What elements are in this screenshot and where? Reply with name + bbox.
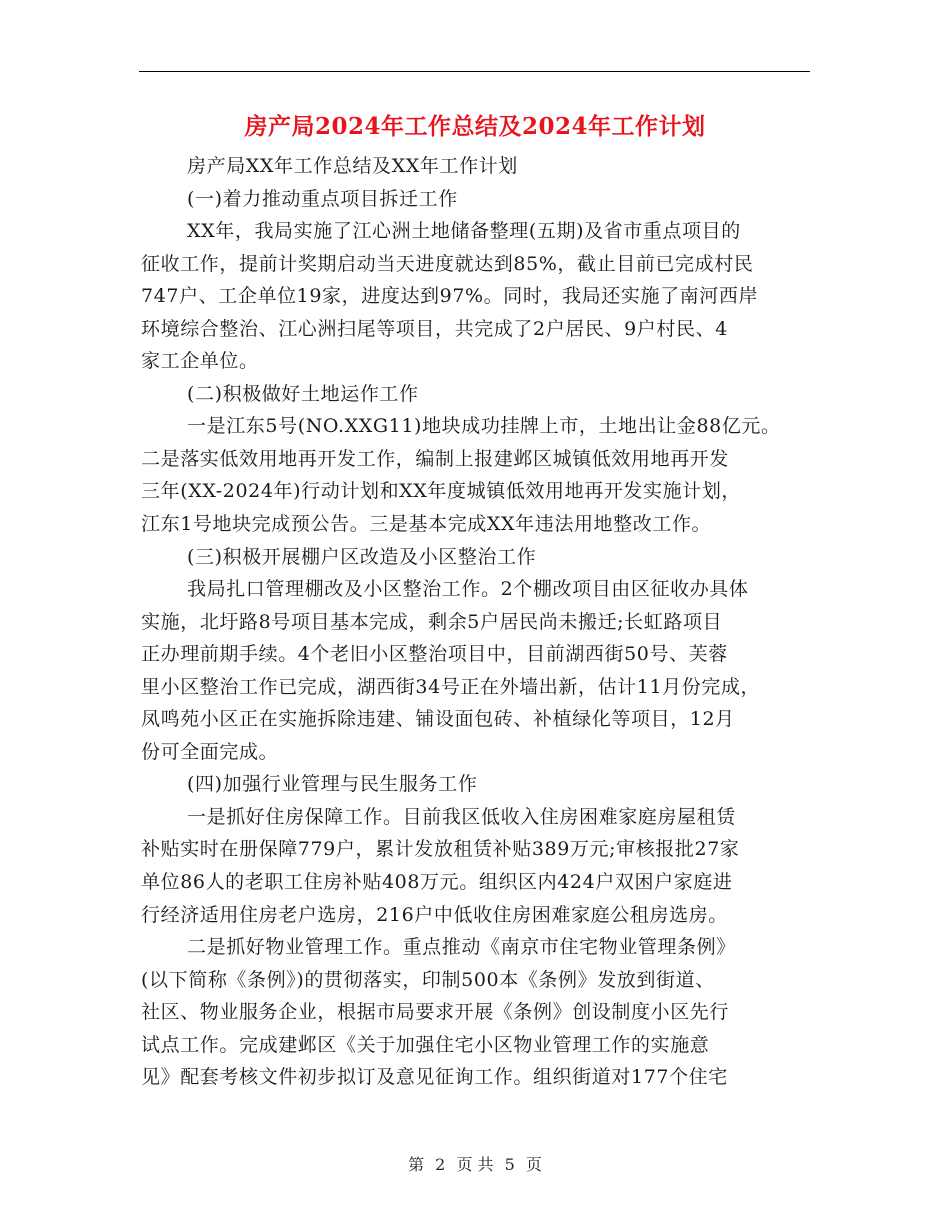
body-line: 一是抓好住房保障工作。目前我区低收入住房困难家庭房屋租赁 — [187, 805, 736, 828]
body-line: 房产局XX年工作总结及XX年工作计划 — [187, 155, 518, 177]
footer-page-prefix: 第 — [408, 1155, 425, 1174]
body-line: 里小区整治工作已完成，湖西街34号正在外墙出新，估计11月份完成， — [141, 675, 761, 698]
body-line: 行经济适用住房老户选房，216户中低收住房困难家庭公租房选房。 — [141, 903, 728, 926]
body-line: 实施，北圩路8号项目基本完成，剩余5户居民尚未搬迁;长虹路项目 — [141, 610, 723, 633]
body-line: 747户、工企单位19家，进度达到97%。同时，我局还实施了南河西岸 — [141, 285, 759, 308]
document-body — [141, 150, 813, 1094]
body-line: (以下简称《条例》)的贯彻落实，印制500本《条例》发放到街道、 — [141, 968, 715, 991]
body-line: 征收工作，提前计奖期启动当天进度就达到85%，截止目前已完成村民 — [141, 252, 754, 275]
footer-page-mid: 页 共 — [456, 1155, 494, 1174]
body-line: (二)积极做好土地运作工作 — [187, 382, 419, 405]
page-footer — [0, 1152, 950, 1175]
body-line: 正办理前期手续。4个老旧小区整治项目中，目前湖西街50号、芙蓉 — [141, 643, 728, 666]
body-line: (三)积极开展棚户区改造及小区整治工作 — [187, 545, 537, 568]
body-line: 份可全面完成。 — [141, 740, 279, 763]
body-line: 二是落实低效用地再开发工作，编制上报建邺区城镇低效用地再开发 — [141, 447, 730, 470]
footer-page-number: 2 — [435, 1155, 446, 1174]
body-line: 我局扎口管理棚改及小区整治工作。2个棚改项目由区征收办具体 — [187, 578, 749, 601]
body-line: (一)着力推动重点项目拆迁工作 — [187, 187, 458, 210]
header-rule — [139, 71, 810, 72]
footer-total-pages: 5 — [504, 1155, 515, 1174]
document-title: 房产局2024年工作总结及2024年工作计划 — [244, 113, 706, 140]
body-line: 环境综合整治、江心洲扫尾等项目，共完成了2户居民、9户村民、4 — [141, 317, 728, 340]
body-line: XX年，我局实施了江心洲土地储备整理(五期)及省市重点项目的 — [187, 220, 741, 243]
body-line: 见》配套考核文件初步拟订及意见征询工作。组织街道对177个住宅 — [141, 1066, 728, 1089]
body-line: 试点工作。完成建邺区《关于加强住宅小区物业管理工作的实施意 — [141, 1033, 710, 1056]
body-line: 单位86人的老职工住房补贴408万元。组织区内424户双困户家庭进 — [141, 871, 733, 894]
body-line: 家工企单位。 — [141, 350, 259, 373]
body-line: 江东1号地块完成预公告。三是基本完成XX年违法用地整改工作。 — [141, 513, 712, 536]
footer-page-suffix: 页 — [525, 1155, 542, 1174]
body-line: 凤鸣苑小区正在实施拆除违建、铺设面包砖、补植绿化等项目，12月 — [141, 708, 735, 731]
body-line: 一是江东5号(NO.XXG11)地块成功挂牌上市，土地出让金88亿元。 — [187, 415, 781, 438]
body-line: 二是抓好物业管理工作。重点推动《南京市住宅物业管理条例》 — [187, 936, 736, 959]
body-line: 补贴实时在册保障779户，累计发放租赁补贴389万元;审核报批27家 — [141, 838, 740, 861]
body-line: (四)加强行业管理与民生服务工作 — [187, 773, 478, 796]
body-line: 三年(XX-2024年)行动计划和XX年度城镇低效用地再开发实施计划， — [141, 480, 742, 503]
body-line: 社区、物业服务企业，根据市局要求开展《条例》创设制度小区先行 — [141, 1001, 730, 1024]
